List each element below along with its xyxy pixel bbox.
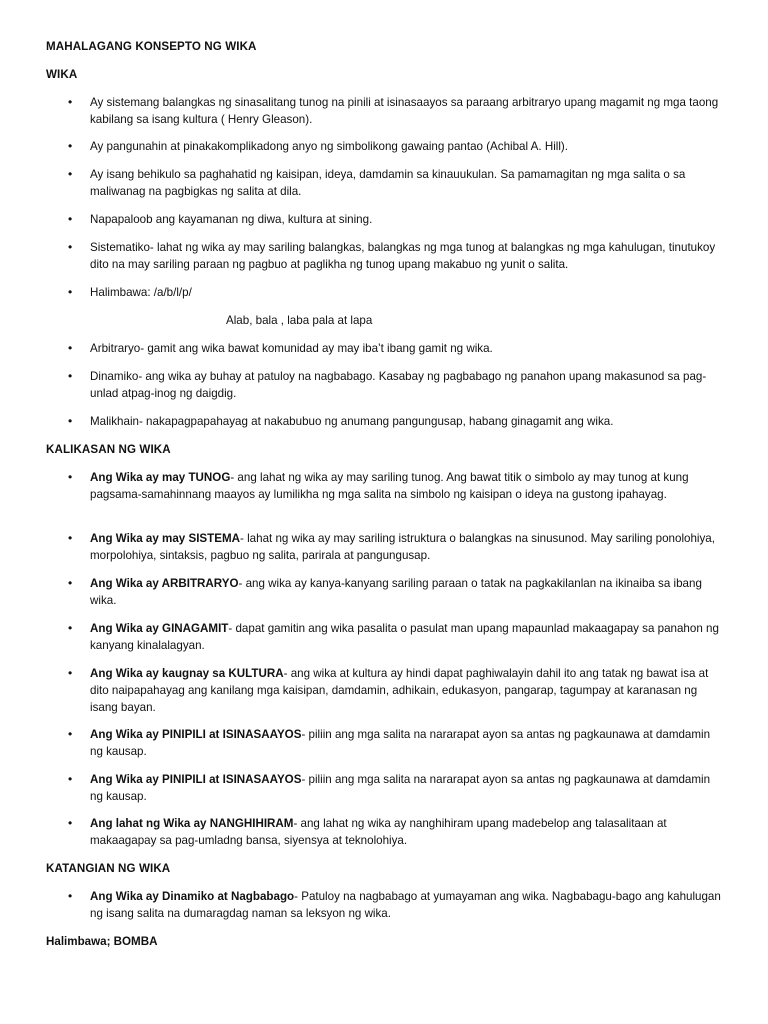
- document-title: MAHALAGANG KONSEPTO NG WIKA: [46, 40, 257, 53]
- section-heading-wika: WIKA: [46, 68, 78, 81]
- list-item: • Ang Wika ay Dinamiko at Nagbabago- Patuloy na nagbabago at yumayaman ang wika. Nagbabagu-bago ang kahulugan ng isang salita na dumaragdag naman sa leksyon ng wika.: [68, 889, 721, 920]
- bullet-icon: •: [68, 285, 73, 299]
- list-item: • Dinamiko- ang wika ay buhay at patuloy na nagbabago. Kasabay ng pagbabago ng panahon upang makasunod sa pag-unlad atpag-inog ng daigdig.: [68, 369, 707, 400]
- bullet-icon: •: [68, 167, 73, 181]
- list-item: • Ang Wika ay GINAGAMIT- dapat gamitin ang wika pasalita o pasulat man upang mapaunlad makaagapay sa panahon ng kanyang kinalalagyan.: [68, 621, 719, 652]
- section-heading-kalikasan: KALIKASAN NG WIKA: [46, 443, 171, 456]
- list-item: • Ay isang behikulo sa paghahatid ng kaisipan, ideya, damdamin sa kinauukulan. Sa pamamagitan ng mga salita o sa maliwanag na pagbigkas ng salita at dila.: [68, 167, 686, 198]
- list-item: • Ang Wika ay ARBITRARYO- ang wika ay kanya-kanyang sariling paraan o tatak na pagkakilanlan na ikinaiba sa ibang wika.: [68, 576, 702, 607]
- bullet-icon: •: [68, 369, 73, 383]
- bullet-icon: •: [68, 139, 73, 153]
- example-words: Alab, bala , laba pala at lapa: [226, 314, 373, 327]
- list-item: • Ang lahat ng Wika ay NANGHIHIRAM- ang lahat ng wika ay nanghihiram upang madebelop ang talasalitaan at makaagapay sa pag-umladng bansa, siyensya at teknolohiya.: [68, 816, 667, 847]
- bullet-icon: •: [68, 531, 73, 545]
- list-item: • Halimbawa: /a/b/l/p/: [68, 285, 192, 299]
- list-item: • Napapaloob ang kayamanan ng diwa, kultura at sining.: [68, 212, 373, 226]
- list-item: • Malikhain- nakapagpapahayag at nakabubuo ng anumang pangungusap, habang ginagamit ang wika.: [68, 414, 614, 428]
- example-label: Halimbawa; BOMBA: [46, 935, 158, 948]
- bullet-icon: •: [68, 666, 73, 680]
- list-item: • Ang Wika ay may TUNOG- ang lahat ng wika ay may sariling tunog. Ang bawat titik o simbolo ay may tunog at kung pagsama-samahinnang maayos ay lumilikha ng mga salita na simbolo ng kaisipan o ideya na gustong ipahayag.: [68, 470, 689, 501]
- list-item: • Ay pangunahin at pinakakomplikadong anyo ng simbolikong gawaing pantao (Achibal A. Hill).: [68, 139, 569, 153]
- bullet-icon: •: [68, 816, 73, 830]
- list-item: • Ay sistemang balangkas ng sinasalitang tunog na pinili at isinasaayos sa paraang arbitraryo upang magamit ng mga taong kabilang sa isang kultura ( Henry Gleason).: [68, 95, 719, 126]
- bullet-icon: •: [68, 341, 73, 355]
- list-item: • Sistematiko- lahat ng wika ay may sariling balangkas, balangkas ng mga tunog at balangkas ng mga kahulugan, tinutukoy dito na may sariling paraan ng pagbuo at paglikha ng tunog upang makabuo ng yunit o salita.: [68, 240, 716, 271]
- section-heading-katangian: KATANGIAN NG WIKA: [46, 862, 171, 875]
- list-item: • Arbitraryo- gamit ang wika bawat komunidad ay may iba’t ibang gamit ng wika.: [68, 341, 493, 355]
- bullet-icon: •: [68, 212, 73, 226]
- bullet-icon: •: [68, 889, 73, 903]
- bullet-icon: •: [68, 95, 73, 109]
- bullet-icon: •: [68, 621, 73, 635]
- bullet-icon: •: [68, 727, 73, 741]
- bullet-icon: •: [68, 772, 73, 786]
- bullet-icon: •: [68, 414, 73, 428]
- list-item: • Ang Wika ay kaugnay sa KULTURA- ang wika at kultura ay hindi dapat paghiwalayin dahil ito ang tatak ng bawat isa at dito naipapahayag ang kanilang mga kaisipan, damdamin, adhikain, edukasyon, pangarap, tagumpay at karanasan ng isang bayan.: [68, 666, 709, 714]
- list-item: • Ang Wika ay PINIPILI at ISINASAAYOS- piliin ang mga salita na nararapat ayon sa antas ng pagkaunawa at damdamin ng kausap.: [68, 727, 711, 758]
- bullet-icon: •: [68, 470, 73, 484]
- bullet-icon: •: [68, 240, 73, 254]
- list-item: • Ang Wika ay may SISTEMA- lahat ng wika ay may sariling istruktura o balangkas na sinusunod. May sariling ponolohiya, morpolohiya, sintaksis, pagbuo ng salita, parirala at pangungusap.: [68, 531, 715, 562]
- bullet-icon: •: [68, 576, 73, 590]
- list-item: • Ang Wika ay PINIPILI at ISINASAAYOS- piliin ang mga salita na nararapat ayon sa antas ng pagkaunawa at damdamin ng kausap.: [68, 772, 711, 803]
